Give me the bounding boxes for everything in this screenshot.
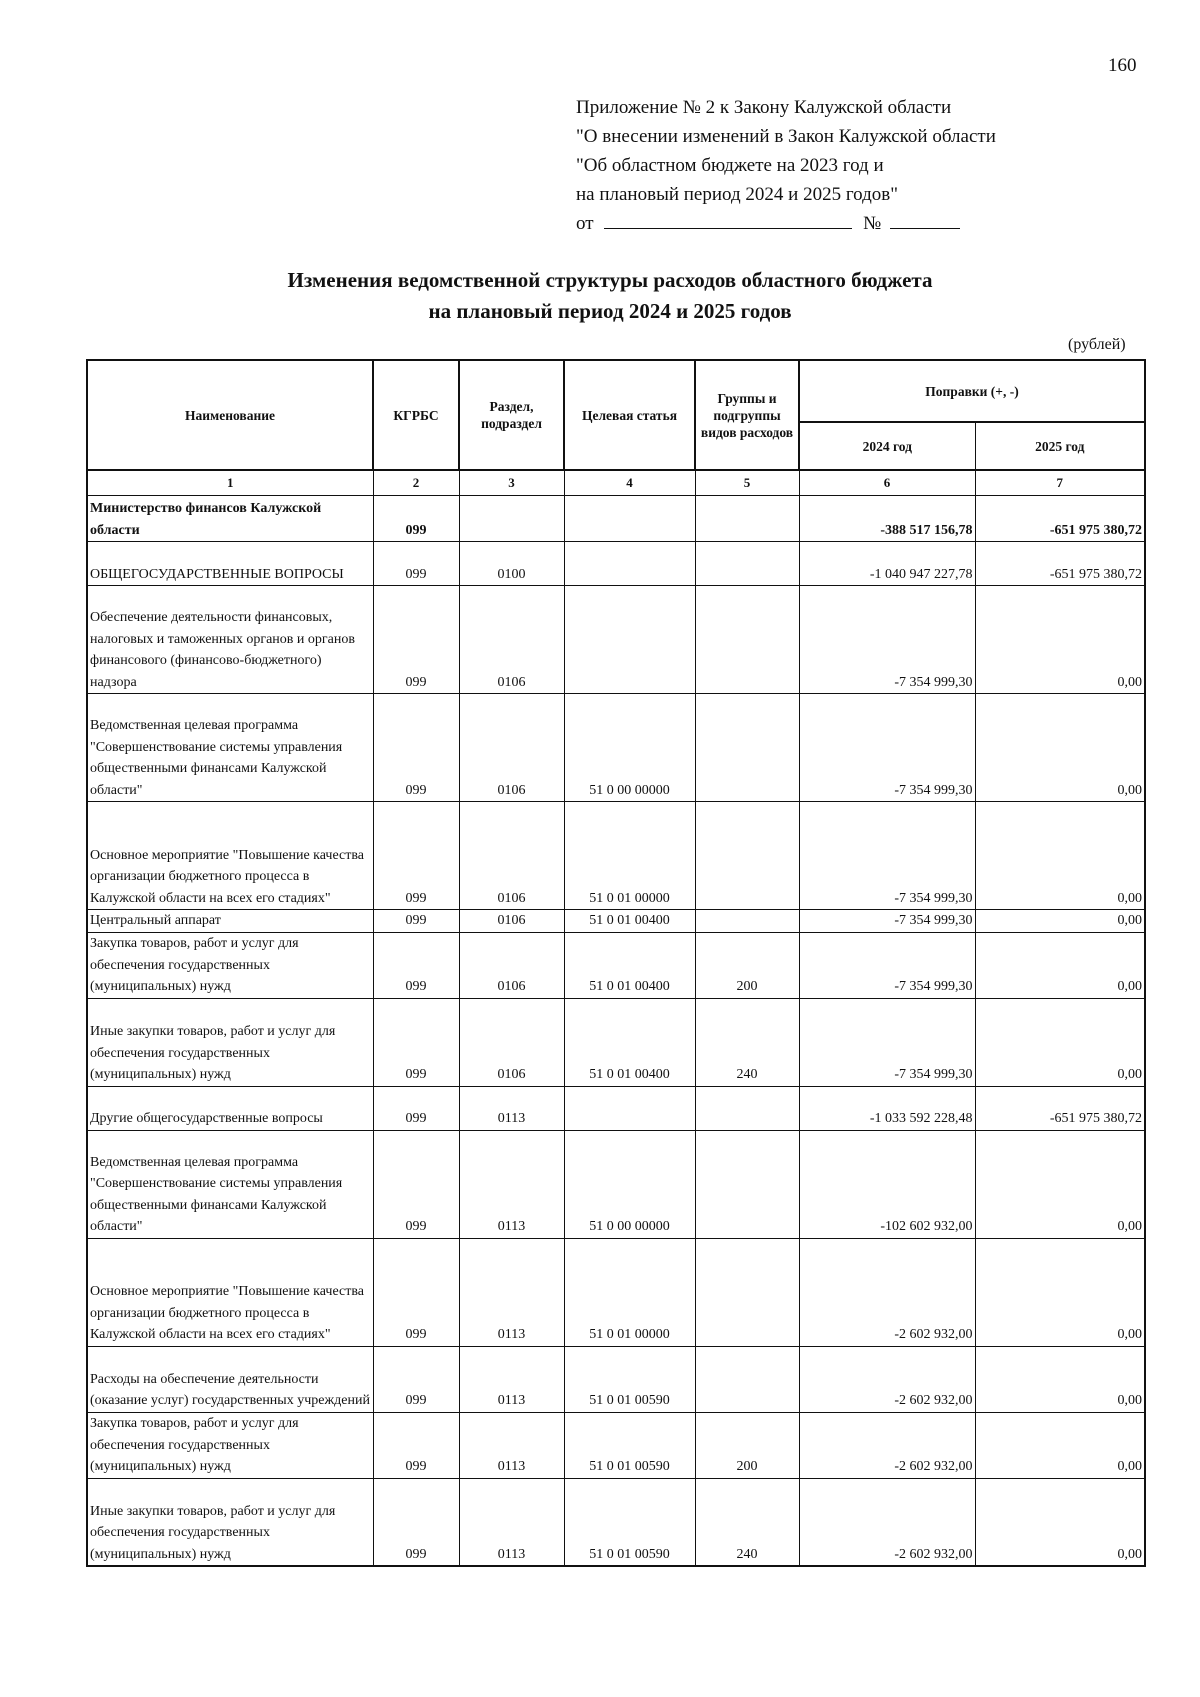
budget-table [86, 359, 1146, 1567]
row-section: 0106 [459, 910, 564, 933]
row-section: 0113 [459, 1238, 564, 1346]
row-section: 0113 [459, 1346, 564, 1412]
row-amount-2024: -7 354 999,30 [799, 694, 975, 802]
row-group: 240 [695, 1478, 799, 1566]
row-name: Основное мероприятие "Повышение качества организации бюджетного процесса в Калужской области на всех его стадиях" [87, 802, 373, 910]
row-group [695, 542, 799, 586]
row-target [564, 1086, 695, 1130]
row-target [564, 496, 695, 542]
row-amount-2024: -1 033 592 228,48 [799, 1086, 975, 1130]
header-amendments: Поправки (+, -) [799, 360, 1145, 422]
row-amount-2025: 0,00 [975, 802, 1145, 910]
row-amount-2025: 0,00 [975, 1412, 1145, 1478]
row-section: 0106 [459, 932, 564, 998]
row-target: 51 0 00 00000 [564, 1130, 695, 1238]
table-row [87, 1346, 1145, 1412]
row-section [459, 496, 564, 542]
row-section: 0106 [459, 998, 564, 1086]
row-name: Ведомственная целевая программа "Совершенствование системы управления общественными финансами Калужской области" [87, 694, 373, 802]
appendix-line: "О внесении изменений в Закон Калужской области [576, 126, 996, 147]
row-group: 200 [695, 1412, 799, 1478]
row-section: 0113 [459, 1478, 564, 1566]
header-groups: Группы и подгруппы видов расходов [695, 360, 799, 470]
table-row [87, 998, 1145, 1086]
row-name: Закупка товаров, работ и услуг для обеспечения государственных (муниципальных) нужд [87, 932, 373, 998]
table-row [87, 586, 1145, 694]
row-amount-2025: -651 975 380,72 [975, 496, 1145, 542]
date-number-line [576, 209, 996, 238]
row-group [695, 586, 799, 694]
row-group [695, 1130, 799, 1238]
table-row [87, 694, 1145, 802]
row-amount-2025: 0,00 [975, 1478, 1145, 1566]
row-name: ОБЩЕГОСУДАРСТВЕННЫЕ ВОПРОСЫ [87, 542, 373, 586]
row-amount-2024: -1 040 947 227,78 [799, 542, 975, 586]
row-section: 0106 [459, 802, 564, 910]
column-number: 6 [799, 470, 975, 496]
row-name: Ведомственная целевая программа "Совершенствование системы управления общественными финансами Калужской области" [87, 1130, 373, 1238]
row-amount-2024: -2 602 932,00 [799, 1412, 975, 1478]
appendix-line: "Об областном бюджете на 2023 год и [576, 155, 884, 176]
row-kgrbs: 099 [373, 998, 459, 1086]
row-amount-2025: 0,00 [975, 932, 1145, 998]
row-target: 51 0 01 00590 [564, 1478, 695, 1566]
table-body [87, 496, 1145, 1567]
row-kgrbs: 099 [373, 496, 459, 542]
row-section: 0113 [459, 1130, 564, 1238]
table-row [87, 1086, 1145, 1130]
appendix-block [576, 93, 996, 238]
table-row [87, 1412, 1145, 1478]
column-number: 1 [87, 470, 373, 496]
row-amount-2024: -7 354 999,30 [799, 802, 975, 910]
row-group [695, 1238, 799, 1346]
row-target: 51 0 01 00590 [564, 1346, 695, 1412]
row-amount-2024: -7 354 999,30 [799, 932, 975, 998]
row-target: 51 0 01 00590 [564, 1412, 695, 1478]
row-kgrbs: 099 [373, 932, 459, 998]
row-section: 0106 [459, 694, 564, 802]
row-amount-2024: -388 517 156,78 [799, 496, 975, 542]
row-kgrbs: 099 [373, 910, 459, 933]
header-year-2024: 2024 год [799, 422, 975, 470]
row-section: 0106 [459, 586, 564, 694]
row-target [564, 542, 695, 586]
table-row [87, 1238, 1145, 1346]
row-name: Иные закупки товаров, работ и услуг для обеспечения государственных (муниципальных) нужд [87, 1478, 373, 1566]
column-number: 2 [373, 470, 459, 496]
date-prefix: от [576, 213, 594, 234]
row-target [564, 586, 695, 694]
row-name: Закупка товаров, работ и услуг для обеспечения государственных (муниципальных) нужд [87, 1412, 373, 1478]
row-group [695, 910, 799, 933]
appendix-line: Приложение № 2 к Закону Калужской области [576, 97, 952, 118]
row-kgrbs: 099 [373, 1478, 459, 1566]
header-name: Наименование [87, 360, 373, 470]
title-line-1: Изменения ведомственной структуры расходов областного бюджета [287, 268, 933, 292]
row-amount-2024: -7 354 999,30 [799, 586, 975, 694]
table-row [87, 1130, 1145, 1238]
row-amount-2025: 0,00 [975, 1130, 1145, 1238]
row-name: Обеспечение деятельности финансовых, налоговых и таможенных органов и органов финансового (финансово-бюджетного) надзора [87, 586, 373, 694]
row-group [695, 1086, 799, 1130]
row-kgrbs: 099 [373, 1346, 459, 1412]
row-name: Министерство финансов Калужской области [87, 496, 373, 542]
row-kgrbs: 099 [373, 1238, 459, 1346]
row-target: 51 0 01 00000 [564, 1238, 695, 1346]
row-amount-2024: -7 354 999,30 [799, 910, 975, 933]
row-amount-2025: 0,00 [975, 1346, 1145, 1412]
number-sign: № [863, 213, 882, 234]
table-row [87, 1478, 1145, 1566]
row-section: 0113 [459, 1086, 564, 1130]
row-kgrbs: 099 [373, 802, 459, 910]
row-kgrbs: 099 [373, 1086, 459, 1130]
row-amount-2024: -2 602 932,00 [799, 1346, 975, 1412]
column-number: 5 [695, 470, 799, 496]
row-target: 51 0 01 00400 [564, 932, 695, 998]
column-number: 4 [564, 470, 695, 496]
page-number: 160 [1108, 55, 1137, 76]
row-amount-2025: 0,00 [975, 998, 1145, 1086]
table-row [87, 542, 1145, 586]
column-number: 3 [459, 470, 564, 496]
table-row [87, 496, 1145, 542]
row-amount-2024: -102 602 932,00 [799, 1130, 975, 1238]
row-target: 51 0 00 00000 [564, 694, 695, 802]
header-year-2025: 2025 год [975, 422, 1145, 470]
row-section: 0113 [459, 1412, 564, 1478]
row-group: 240 [695, 998, 799, 1086]
row-group [695, 496, 799, 542]
row-target: 51 0 01 00400 [564, 998, 695, 1086]
table-row [87, 910, 1145, 933]
row-amount-2024: -2 602 932,00 [799, 1238, 975, 1346]
row-amount-2025: 0,00 [975, 586, 1145, 694]
number-blank [890, 211, 960, 229]
document-title [80, 265, 1140, 327]
row-target: 51 0 01 00000 [564, 802, 695, 910]
row-group [695, 694, 799, 802]
header-target: Целевая статья [564, 360, 695, 470]
row-amount-2025: -651 975 380,72 [975, 542, 1145, 586]
row-amount-2025: -651 975 380,72 [975, 1086, 1145, 1130]
title-line-2: на плановый период 2024 и 2025 годов [428, 299, 792, 323]
row-group [695, 1346, 799, 1412]
row-amount-2024: -2 602 932,00 [799, 1478, 975, 1566]
row-kgrbs: 099 [373, 694, 459, 802]
row-target: 51 0 01 00400 [564, 910, 695, 933]
row-amount-2025: 0,00 [975, 694, 1145, 802]
units-label: (рублей) [1068, 336, 1126, 353]
row-name: Иные закупки товаров, работ и услуг для обеспечения государственных (муниципальных) нужд [87, 998, 373, 1086]
header-section: Раздел, подраздел [459, 360, 564, 470]
column-number: 7 [975, 470, 1145, 496]
row-group: 200 [695, 932, 799, 998]
row-kgrbs: 099 [373, 586, 459, 694]
row-kgrbs: 099 [373, 1130, 459, 1238]
row-name: Центральный аппарат [87, 910, 373, 933]
row-amount-2025: 0,00 [975, 1238, 1145, 1346]
row-name: Расходы на обеспечение деятельности (оказание услуг) государственных учреждений [87, 1346, 373, 1412]
table-row [87, 802, 1145, 910]
row-section: 0100 [459, 542, 564, 586]
appendix-line: на плановый период 2024 и 2025 годов" [576, 184, 898, 205]
row-name: Основное мероприятие "Повышение качества организации бюджетного процесса в Калужской области на всех его стадиях" [87, 1238, 373, 1346]
row-kgrbs: 099 [373, 1412, 459, 1478]
row-amount-2024: -7 354 999,30 [799, 998, 975, 1086]
row-group [695, 802, 799, 910]
header-kgrbs: КГРБС [373, 360, 459, 470]
date-blank [604, 211, 852, 229]
row-amount-2025: 0,00 [975, 910, 1145, 933]
row-name: Другие общегосударственные вопросы [87, 1086, 373, 1130]
table-row [87, 932, 1145, 998]
row-kgrbs: 099 [373, 542, 459, 586]
